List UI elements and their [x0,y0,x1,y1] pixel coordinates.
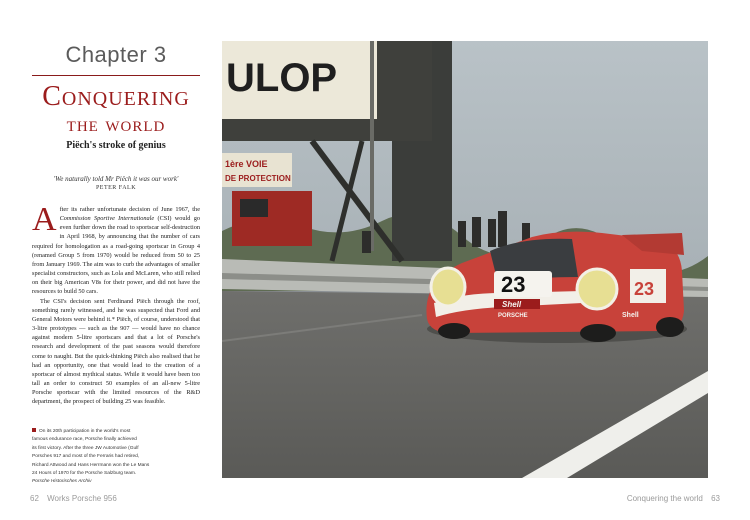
side-sponsor: Shell [622,312,639,319]
truck-window [240,199,268,217]
race-photo-illustration [222,41,708,478]
chapter-title-line2: the world [66,111,166,136]
sign-text-line2: DE PROTECTION [225,174,291,183]
sign-text-line1: 1ère VOIE [225,159,268,169]
caption-line: 24 Hours of 1970 for the Porsche Salzburg team. [32,471,137,477]
caption-line: famous endurance race, Porsche finally achieved [32,437,137,443]
title-rule [32,75,200,76]
paragraph-1-rest: (CSI) would go even further down the road to sportscar self-destruction in April 1968, by announcing that the number of cars required for homologation as a road-going sportscar in Group 4 (renamed Group 5 from 1970) would be reduced from 50 to 25 from January 1969. The aim was to curb the advantages of smaller specialist constructors, such as Lola and McLaren, who still relied on their big American V8s for their power, and did not have the resources to build 50 cars. [32,215,200,296]
folio-left [24,494,117,503]
brand-text: PORSCHE [498,313,528,319]
body-paragraph-2: The CSI's decision sent Ferdinand Piëch through the roof, something rarely witnessed, and he was suspected that Ford and General Motors were behind it.* Piëch, of course, understood that 3-litre prototypes — such as the 907 — would have no chance against modern 5-litre sportscars and that a lot of Porsche's research and development of the past seasons would therefore come to naught. But the quick-thinking Piëch also realised that he had an opportunity, one that would lead to the creation of a sportscar of almost mythical status. While it would have been too tall an order to construct 50 examples of an all-new 5-litre Porsche sportscar with the limited resources of the R&D department, the prospect of building 25 was feasible. [32,297,200,406]
drop-cap: A [32,201,57,238]
chapter-title-line1: Conquering [42,81,190,112]
front-right-wheel [580,324,616,342]
caption-line: its first victory. After the three JW Automotive (Gulf [32,445,139,451]
body-text [32,201,200,406]
running-title-right: Conquering the world [626,494,703,503]
caption-marker-icon [32,428,36,432]
paragraph-1-italic: Commission Sportive Internationale [59,215,155,223]
text-column [32,38,200,406]
folio-right [627,494,726,503]
caption-line [32,428,202,436]
race-photo [222,41,708,478]
caption-line: Richard Attwood and Hans Herrmann won the Le Mans [32,462,150,468]
side-number: 23 [634,279,655,299]
page-number-right: 63 [711,494,720,503]
photo-caption [32,428,202,487]
caption-line-text: On its 20th participation in the world's most [39,429,131,434]
epigraph-quote: 'We naturally told Mr Piëch it was our work' [53,175,179,183]
epigraph-author: PETER FALK [95,185,137,191]
rear-wheel [656,317,684,337]
chapter-label: Chapter 3 [65,42,167,67]
caption-line: Porsches 917 and most of the Ferraris had retired, [32,454,140,460]
body-paragraph-1 [32,201,200,297]
right-headlight [577,269,617,309]
chapter-subtitle: Piëch's stroke of genius [66,140,166,151]
left-headlight [431,268,465,306]
running-title-left: Works Porsche 956 [47,494,117,503]
photo-credit: Porsche Historisches Archiv [32,479,92,485]
page-number-left: 62 [30,494,39,503]
front-left-wheel [438,323,470,339]
chapter-title [32,82,200,136]
banner-text: ULOP [226,56,338,100]
sponsor-text: Shell [502,300,522,309]
car-number: 23 [501,272,526,297]
paragraph-1-lead: fter its rather unfortunate decision of June 1967, the [59,206,200,213]
